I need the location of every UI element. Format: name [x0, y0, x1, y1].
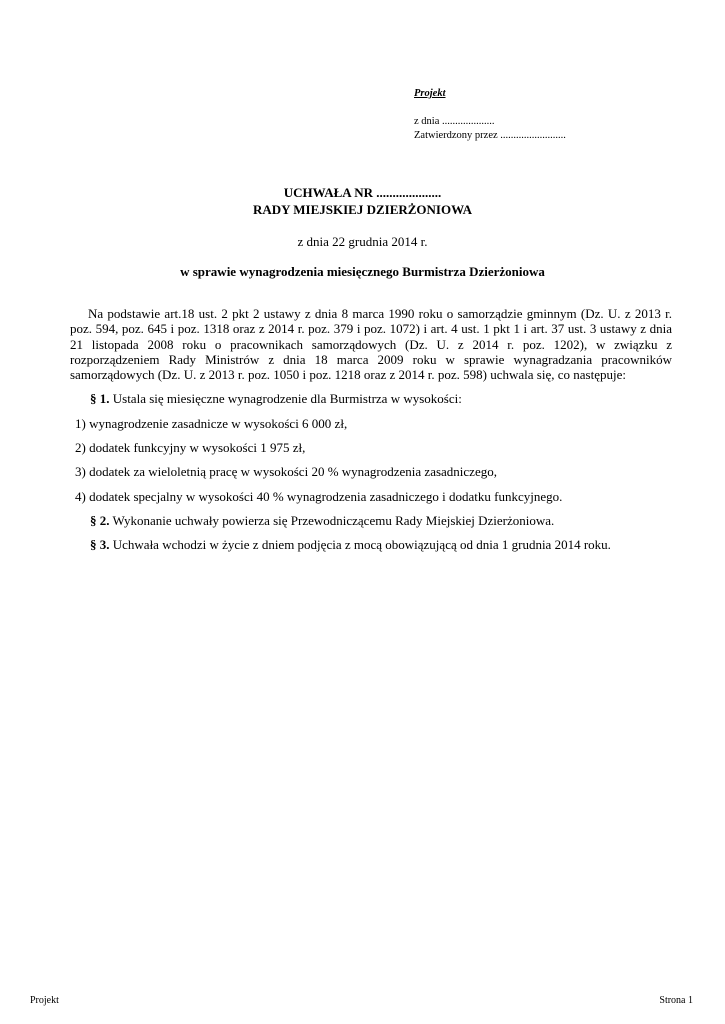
council-name: RADY MIEJSKIEJ DZIERŻONIOWA — [252, 202, 473, 217]
footer-project-label: Projekt — [30, 995, 59, 1006]
section-3-mark: § 3. — [90, 537, 110, 553]
preamble-paragraph: Na podstawie art.18 ust. 2 pkt 2 ustawy z dnia 8 marca 1990 roku o samorządzie gminnym (Dz. U. z 2013 r. poz. 594, poz. 645 i poz. 1318 oraz z 2014 r. poz. 379 i poz. 1072) i art. 4 ust. 1 pkt 1 i art. 37 ust. 3 ustawy z dnia 21 listopada 2008 roku o pracownikach samorządowych (Dz. U. z 2014 r. poz. 1202), w związku z rozporządzeniem Rady Ministrów z dnia 18 marca 2009 roku w sprawie wynagradzania pracowników samorządowych (Dz. U. z 2013 r. poz. 1050 i poz. 1218 oraz z 2014 r. poz. 598) uchwala się, co następuje: — [70, 306, 672, 383]
project-header — [414, 87, 566, 143]
section-2-mark: § 2. — [90, 512, 110, 528]
resolution-number: UCHWAŁA NR .................... — [283, 185, 442, 200]
section-1-text: Ustala się miesięczne wynagrodzenie dla Burmistrza w wysokości: — [112, 391, 462, 407]
section-1 — [70, 391, 672, 406]
project-label: Projekt — [414, 88, 446, 99]
resolution-date: z dnia 22 grudnia 2014 r. — [297, 234, 428, 249]
section-2 — [70, 513, 672, 528]
project-date-line: z dnia .................... — [414, 116, 495, 127]
section-3 — [70, 537, 672, 552]
list-item: 3) dodatek za wieloletnią pracę w wysokości 20 % wynagrodzenia zasadniczego, — [75, 464, 497, 480]
footer-page-number: Strona 1 — [659, 995, 693, 1006]
section-1-mark: § 1. — [90, 391, 110, 407]
list-item: 1) wynagrodzenie zasadnicze w wysokości 6 000 zł, — [75, 415, 348, 431]
section-2-text: Wykonanie uchwały powierza się Przewodniczącemu Rady Miejskiej Dzierżoniowa. — [112, 512, 555, 528]
list-item: 4) dodatek specjalny w wysokości 40 % wynagrodzenia zasadniczego i dodatku funkcyjnego. — [75, 488, 563, 504]
resolution-body — [70, 306, 672, 553]
project-approved-line: Zatwierdzony przez ......................... — [414, 130, 566, 141]
list-item: 2) dodatek funkcyjny w wysokości 1 975 zł, — [75, 440, 306, 456]
resolution-subject: w sprawie wynagrodzenia miesięcznego Burmistrza Dzierżoniowa — [180, 264, 545, 279]
section-3-text: Uchwała wchodzi w życie z dniem podjęcia z mocą obowiązującą od dnia 1 grudnia 2014 roku. — [112, 537, 611, 553]
